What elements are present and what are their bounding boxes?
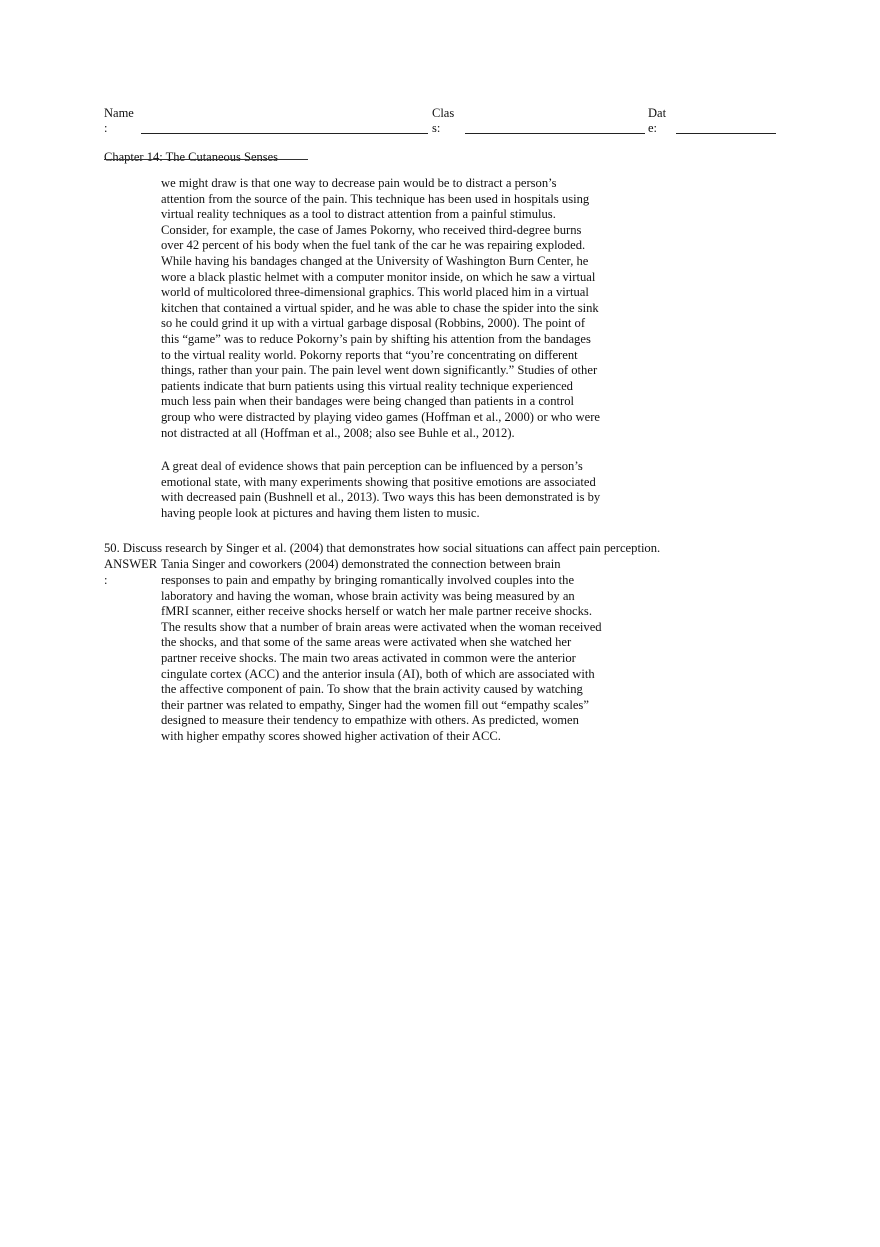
- answer-body: [161, 573, 651, 745]
- paragraph-line: A great deal of evidence shows that pain perception can be influenced by a person’s: [161, 459, 583, 473]
- class-field-line[interactable]: [465, 133, 645, 134]
- paragraph-line: not distracted at all (Hoffman et al., 2008; also see Buhle et al., 2012).: [161, 425, 515, 440]
- paragraph-line: we might draw is that one way to decrease pain would be to distract a person’s: [161, 176, 557, 190]
- body-paragraph-2: [161, 459, 651, 521]
- name-field-line[interactable]: [141, 133, 428, 134]
- chapter-title-rule: [104, 159, 308, 160]
- paragraph-line: much less pain when their bandages were being changed than patients in a control: [161, 394, 575, 409]
- paragraph-line: group who were distracted by playing video games (Hoffman et al., 2000) or who were: [161, 409, 601, 424]
- answer-line: fMRI scanner, either receive shocks herself or watch her male partner receive shocks.: [161, 604, 592, 619]
- paragraph-line: emotional state, with many experiments showing that positive emotions are associated: [161, 474, 596, 489]
- date-label: Dat e:: [648, 106, 667, 135]
- answer-line: laboratory and having the woman, whose brain activity was being measured by an: [161, 588, 575, 603]
- name-label: Name :: [104, 106, 134, 135]
- paragraph-line: patients indicate that burn patients using this virtual reality technique experienced: [161, 378, 573, 393]
- answer-line: designed to measure their tendency to empathize with others. As predicted, women: [161, 713, 579, 728]
- chapter-title: Chapter 14: The Cutaneous Senses: [104, 150, 279, 164]
- answer-line: the shocks, and that some of the same areas were activated when she watched her: [161, 635, 572, 650]
- answer-line: the affective component of pain. To show that the brain activity caused by watching: [161, 682, 583, 697]
- paragraph-line: things, rather than your pain. The pain level went down significantly.” Studies of other: [161, 363, 598, 378]
- paragraph-line: with decreased pain (Bushnell et al., 2013). Two ways this has been demonstrated is by: [161, 490, 601, 505]
- answer-line: The results show that a number of brain areas were activated when the woman received: [161, 619, 602, 634]
- paragraph-line: so he could grind it up with a virtual garbage disposal (Robbins, 2000). The point of: [161, 316, 586, 331]
- class-label: Clas s:: [432, 106, 455, 135]
- paragraph-line: to the virtual reality world. Pokorny reports that “you’re concentrating on different: [161, 347, 578, 362]
- question-50: 50. Discuss research by Singer et al. (2004) that demonstrates how social situations can affect pain perception.: [104, 541, 661, 555]
- paragraph-line: over 42 percent of his body when the fuel tank of the car he was repairing exploded.: [161, 238, 586, 253]
- paragraph-line: world of multicolored three-dimensional graphics. This world placed him in a virtual: [161, 285, 589, 300]
- answer-line: cingulate cortex (ACC) and the anterior insula (AI), both of which are associated with: [161, 666, 595, 681]
- paragraph-line: Consider, for example, the case of James Pokorny, who received third-degree burns: [161, 222, 582, 237]
- paragraph-line: this “game” was to reduce Pokorny’s pain by shifting his attention from the bandages: [161, 331, 591, 346]
- answer-first-line: Tania Singer and coworkers (2004) demonstrated the connection between brain: [161, 557, 561, 571]
- body-paragraph-1: [161, 176, 651, 441]
- answer-line: responses to pain and empathy by bringing romantically involved couples into the: [161, 573, 575, 587]
- paragraph-line: wore a black plastic helmet with a computer monitor inside, on which he saw a virtual: [161, 269, 596, 284]
- answer-label: ANSWER :: [104, 557, 158, 587]
- paragraph-line: attention from the source of the pain. This technique has been used in hospitals using: [161, 191, 590, 206]
- answer-line: their partner was related to empathy, Singer had the women fill out “empathy scales”: [161, 697, 589, 712]
- paragraph-line: having people look at pictures and having them listen to music.: [161, 505, 480, 520]
- paragraph-line: While having his bandages changed at the University of Washington Burn Center, he: [161, 253, 589, 268]
- paragraph-line: virtual reality techniques as a tool to distract attention from a painful stimulus.: [161, 207, 556, 222]
- answer-line: with higher empathy scores showed higher activation of their ACC.: [161, 728, 501, 743]
- answer-line: partner receive shocks. The main two areas activated in common were the anterior: [161, 650, 576, 665]
- paragraph-line: kitchen that contained a virtual spider, and he was able to chase the spider into the sink: [161, 300, 599, 315]
- date-field-line[interactable]: [676, 133, 776, 134]
